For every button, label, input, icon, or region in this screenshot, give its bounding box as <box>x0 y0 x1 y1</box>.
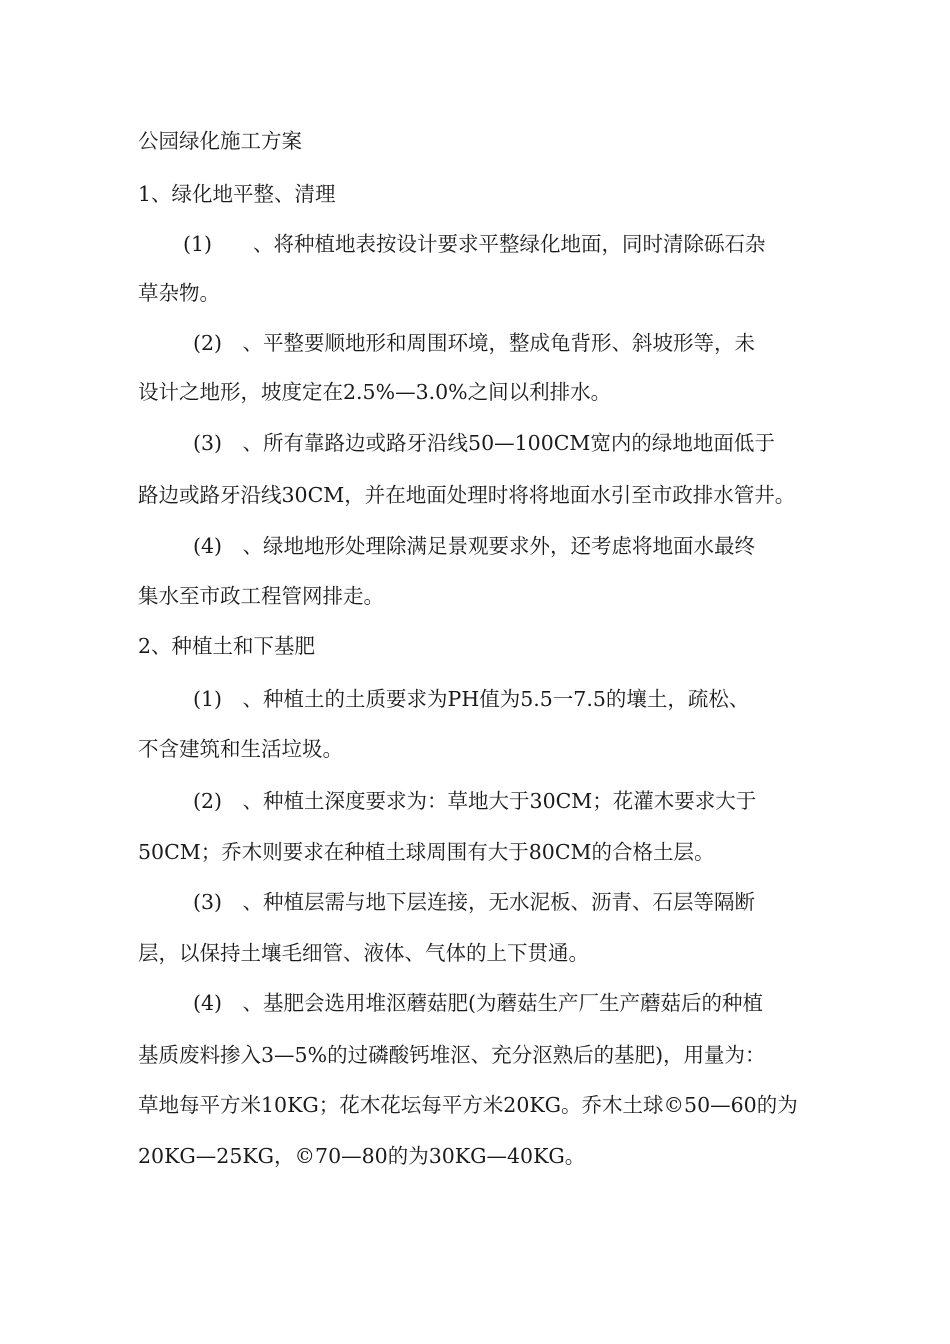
section-1-item-1-line-2: 草杂物。 <box>138 281 220 305</box>
section-2-item-4-line-4: 20KG—25KG，©70—80的为30KG—40KG。 <box>138 1144 586 1168</box>
section-2-item-1-line-2: 不含建筑和生活垃圾。 <box>138 737 343 761</box>
section-1-heading: 1、绿化地平整、清理 <box>138 182 336 206</box>
section-2-item-4-line-1: (4) 、基肥会选用堆沤蘑菇肥(为蘑菇生产厂生产蘑菇后的种植 <box>193 991 764 1015</box>
document-title: 公园绿化施工方案 <box>138 129 302 153</box>
section-2-item-3-line-1: (3) 、种植层需与地下层连接，无水泥板、沥青、石层等隔断 <box>193 890 756 914</box>
section-2-item-3-line-2: 层，以保持土壤毛细管、液体、气体的上下贯通。 <box>138 941 589 965</box>
section-2-item-4-line-3: 草地每平方米10KG；花木花坛每平方米20KG。乔木土球©50—60的为 <box>138 1093 798 1117</box>
section-1-item-4-line-2: 集水至市政工程管网排走。 <box>138 584 384 608</box>
section-2-item-2-line-2: 50CM；乔木则要求在种植土球周围有大于80CM的合格土层。 <box>138 840 715 864</box>
section-2-item-2-line-1: (2) 、种植土深度要求为：草地大于30CM；花灌木要求大于 <box>193 789 757 813</box>
section-1-item-3-line-1: (3) 、所有靠路边或路牙沿线50—100CM宽内的绿地地面低于 <box>193 431 775 455</box>
section-1-item-2-line-2: 设计之地形，坡度定在2.5%—3.0%之间以利排水。 <box>138 380 612 404</box>
section-2-heading: 2、种植土和下基肥 <box>138 634 316 658</box>
section-1-item-4-line-1: (4) 、绿地地形处理除满足景观要求外，还考虑将地面水最终 <box>193 534 756 558</box>
section-1-item-3-line-2: 路边或路牙沿线30CM，并在地面处理时将将地面水引至市政排水管井。 <box>138 483 796 507</box>
section-2-item-1-line-1: (1) 、种植土的土质要求为PH值为5.5一7.5的壤土，疏松、 <box>193 687 750 711</box>
section-1-item-1-line-1: (1) 、将种植地表按设计要求平整绿化地面，同时清除砾石杂 <box>183 232 766 256</box>
section-2-item-4-line-2: 基质废料掺入3—5%的过磷酸钙堆沤、充分沤熟后的基肥)，用量为： <box>138 1043 766 1067</box>
section-1-item-2-line-1: (2) 、平整要顺地形和周围环境，整成龟背形、斜坡形等，未 <box>193 331 756 355</box>
